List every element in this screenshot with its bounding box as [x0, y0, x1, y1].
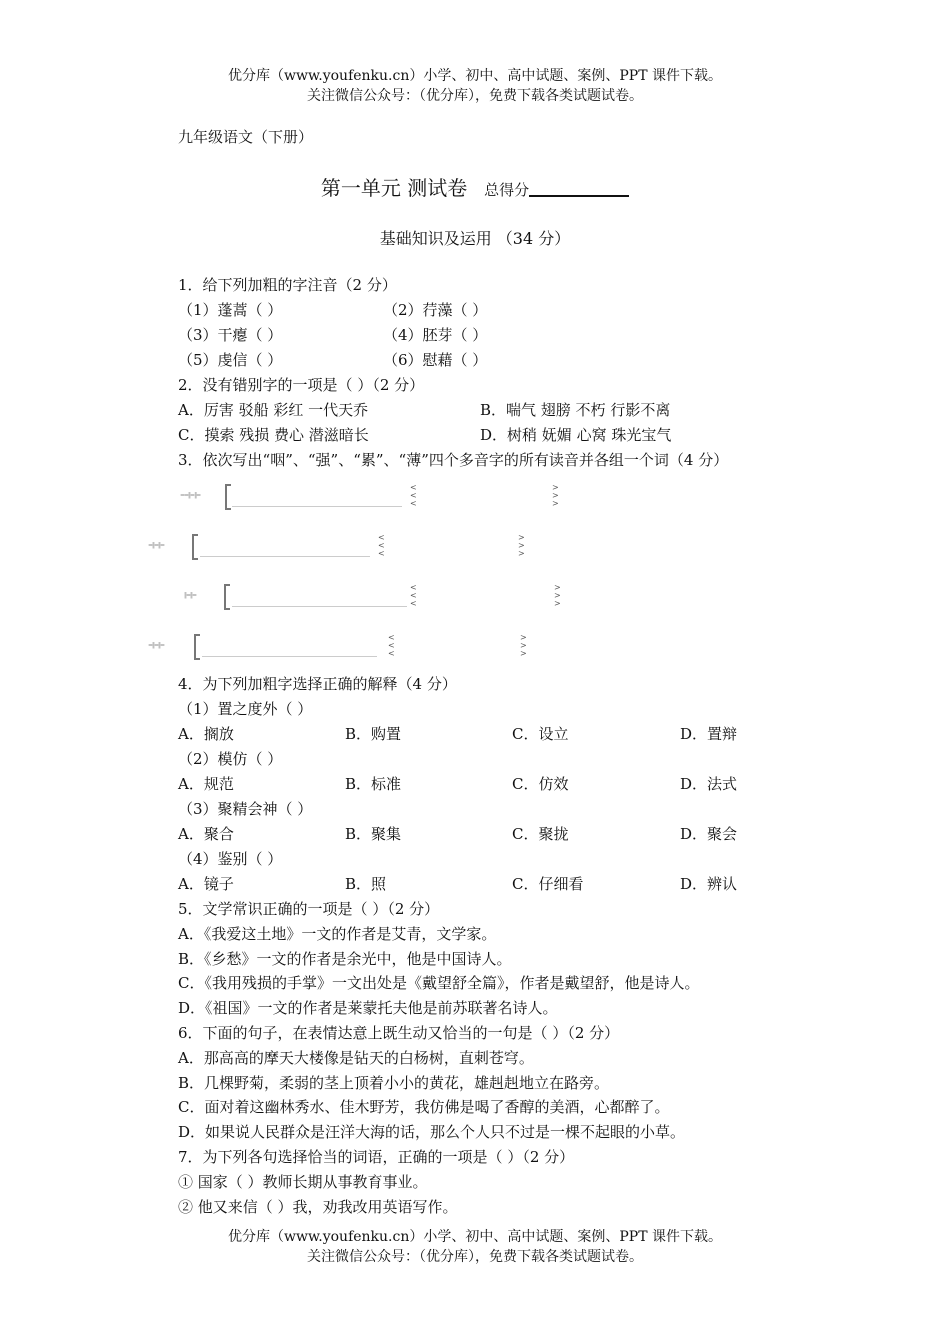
q6-option-b: B．几棵野菊，柔弱的茎上顶着小小的黄花，雄赳赳地立在路旁。 [178, 1074, 610, 1092]
page-header [0, 66, 950, 106]
q1-item: （2）荇藻（ ） [383, 301, 488, 319]
q6-option-c: C．面对着这幽林秀水、佳木野芳，我仿佛是喝了香醇的美酒，心都醉了。 [178, 1098, 670, 1116]
q4-option: B．照 [345, 875, 387, 893]
q4-option: D．聚会 [680, 825, 738, 843]
q4-option: B．聚集 [345, 825, 402, 843]
q4-option: A．聚合 [178, 825, 234, 843]
q6-option-d: D．如果说人民群众是汪洋大海的话，那么个人只不过是一棵不起眼的小草。 [178, 1123, 686, 1141]
q3-answer-bracket: =‖=‖= < < < > > > [148, 633, 527, 658]
q4-option: C．设立 [512, 725, 569, 743]
footer-line-2: 关注微信公众号：（优分库），免费下载各类试题试卷。 [307, 1249, 643, 1265]
q4-option: C．仿效 [512, 775, 569, 793]
q3-answer-bracket: ‖=‖= < < < > > > [184, 583, 561, 608]
grade-label: 九年级语文（下册） [178, 128, 314, 146]
q7-item: ① 国家（ ）教师长期从事教育事业。 [178, 1173, 428, 1191]
total-score-label: 总得分 [484, 181, 530, 199]
q4-option: B．标准 [345, 775, 402, 793]
q1-item: （3）干瘪（ ） [178, 326, 283, 344]
q1-item: （1）蓬蒿（ ） [178, 301, 283, 319]
q2-stem: 2．没有错别字的一项是（ ）（2 分） [178, 376, 425, 394]
q4-option: B．购置 [345, 725, 402, 743]
q4-option: A．镜子 [178, 875, 234, 893]
q4-group-label: （4）鉴别（ ） [178, 850, 283, 868]
q1-item: （6）慰藉（ ） [383, 351, 488, 369]
q4-option: C．仔细看 [512, 875, 584, 893]
header-line-1: 优分库（www.youfenku.cn）小学、初中、高中试题、案例、PPT 课件下载。 [227, 68, 722, 84]
q5-option-c: C．《我用残损的手掌》一文出处是《戴望舒全篇》，作者是戴望舒，他是诗人。 [178, 974, 700, 992]
q2-option-b: B．喘气 翅膀 不朽 行影不离 [480, 401, 671, 419]
q7-item: ② 他又来信（ ）我，劝我改用英语写作。 [178, 1198, 458, 1216]
q2-option-a: A．厉害 驳船 彩红 一代天乔 [178, 401, 369, 419]
q3-stem: 3．依次写出“咽”、“强”、“累”、“薄”四个多音字的所有读音并各组一个词（4 分） [178, 451, 729, 469]
q4-option: D．置辩 [680, 725, 738, 743]
q4-option: C．聚拢 [512, 825, 569, 843]
q3-answer-bracket: =‖=‖= < < < > > > [148, 533, 525, 558]
q1-item: （5）虔信（ ） [178, 351, 283, 369]
q5-option-a: A．《我爱这土地》一文的作者是艾青，文学家。 [178, 925, 497, 943]
q4-group-label: （2）模仿（ ） [178, 750, 283, 768]
q6-option-a: A．那高高的摩天大楼像是钻天的白杨树，直刺苍穹。 [178, 1049, 534, 1067]
total-score-blank [529, 181, 629, 197]
q4-option: D．辨认 [680, 875, 738, 893]
footer-line-1: 优分库（www.youfenku.cn）小学、初中、高中试题、案例、PPT 课件下载。 [227, 1229, 722, 1245]
q4-group-label: （3）聚精会神（ ） [178, 800, 313, 818]
q4-group-label: （1）置之度外（ ） [178, 700, 313, 718]
q1-stem: 1．给下列加粗的字注音（2 分） [178, 276, 397, 294]
page-footer [0, 1227, 950, 1267]
q5-stem: 5．文学常识正确的一项是（ ）（2 分） [178, 900, 440, 918]
title-main: 第一单元 测试卷 [320, 176, 468, 200]
q4-option: A．搁放 [178, 725, 234, 743]
q4-stem: 4．为下列加粗字选择正确的解释（4 分） [178, 675, 457, 693]
q1-item: （4）胚芽（ ） [383, 326, 488, 344]
q3-answer-bracket: ==‖=‖= < < < > > > [180, 483, 559, 508]
q5-option-d: D．《祖国》一文的作者是莱蒙托夫他是前苏联著名诗人。 [178, 999, 558, 1017]
q4-option: D．法式 [680, 775, 738, 793]
q7-stem: 7．为下列各句选择恰当的词语，正确的一项是（ ）（2 分） [178, 1148, 575, 1166]
header-line-2: 关注微信公众号：（优分库），免费下载各类试题试卷。 [307, 88, 643, 104]
page-title [0, 172, 950, 201]
q5-option-b: B．《乡愁》一文的作者是余光中，他是中国诗人。 [178, 950, 512, 968]
q2-option-d: D．树稍 妩媚 心窝 珠光宝气 [480, 426, 672, 444]
section-heading: 基础知识及运用 （34 分） [379, 229, 571, 248]
q6-stem: 6．下面的句子，在表情达意上既生动又恰当的一句是（ ）（2 分） [178, 1024, 620, 1042]
q2-option-c: C．摸索 残损 费心 潜滋暗长 [178, 426, 369, 444]
q4-option: A．规范 [178, 775, 234, 793]
